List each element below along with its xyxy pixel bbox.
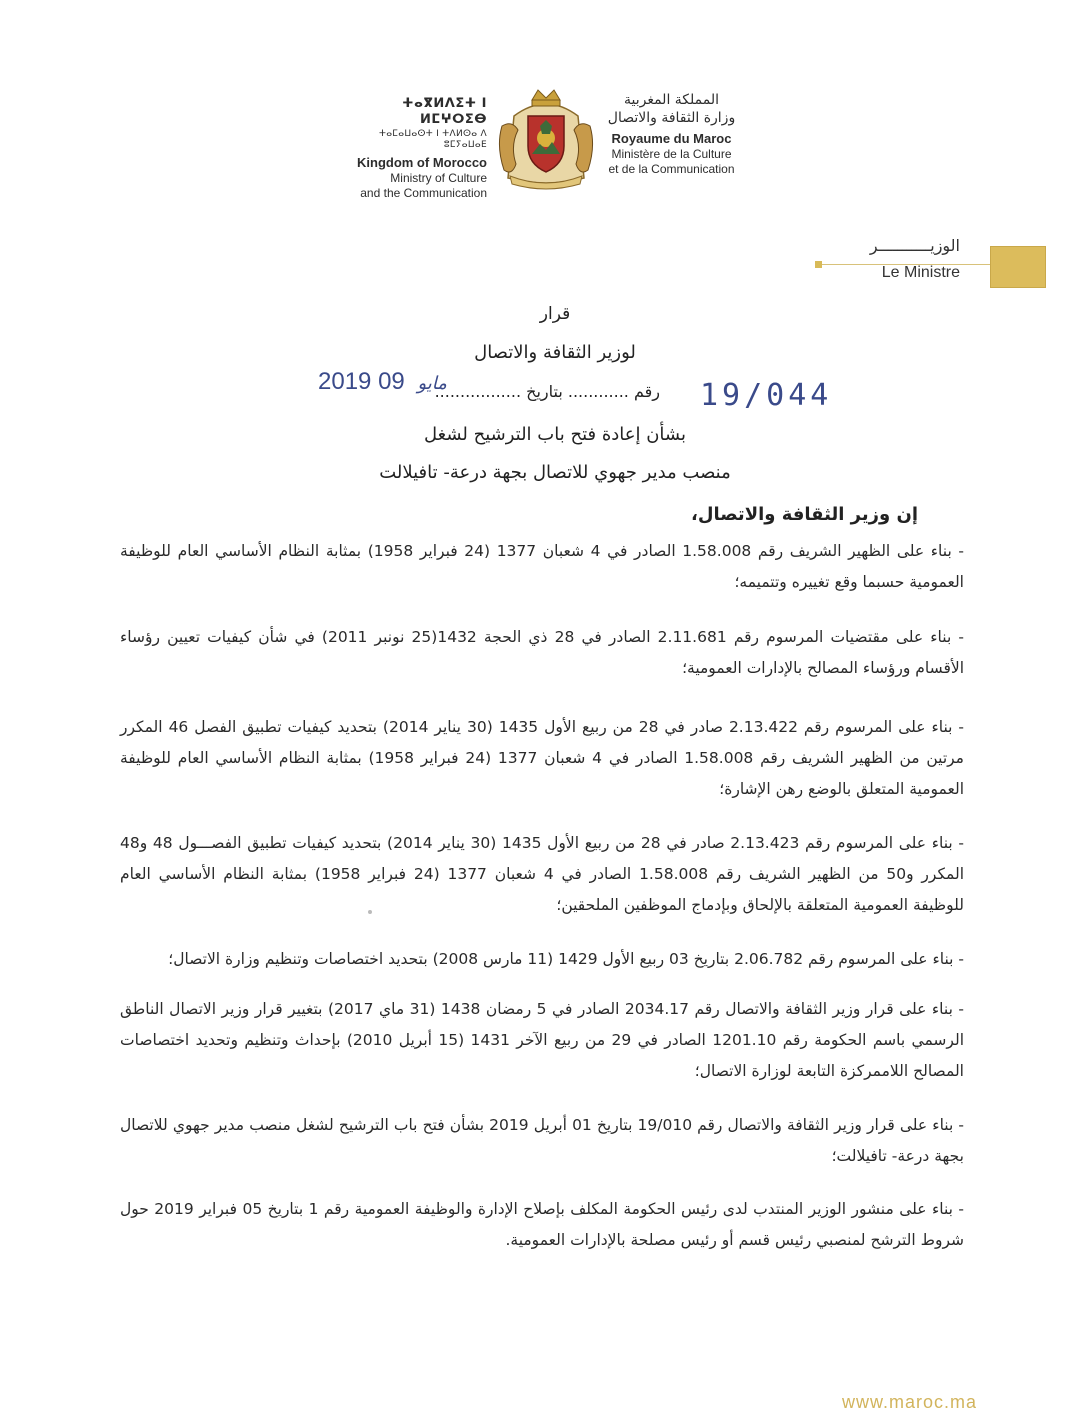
recital-paragraph: - بناء على المرسوم رقم 2.13.422 صادر في 28 من ربيع الأول 1435 (30 يناير 2014) بتحديد كيفيات تطبيق الفصل 46 المكرر مرتين من الظهير الشريف رقم 1.58.008 الصادر في 4 شعبان 1377 (24 فبراير 1958) بمثابة النظام الأساسي العام للوظيفة العمومية المتعلق بالوضع رهن الإشارة؛ (120, 718, 965, 798)
recital-paragraph: - بناء على المرسوم رقم 2.06.782 بتاريخ 03 ربيع الأول 1429 (11 مارس 2008) بتحديد اختصاصات وتنظيم وزارة الاتصال؛ (168, 950, 964, 968)
minister-title-french: Le Ministre (881, 264, 960, 281)
royal-coat-of-arms-icon (492, 86, 600, 190)
decision-title: قرار (539, 304, 571, 324)
opening-statement: إن وزير الثقافة والاتصال، (690, 504, 918, 525)
letterhead-english-line2: Ministry of Culture (390, 171, 487, 186)
recital-paragraph: - بناء على الظهير الشريف رقم 1.58.008 الصادر في 4 شعبان 1377 (24 فبراير 1958) بمثابة النظام الأساسي العام للوظيفة العمومية حسبما وقع تغييره وتتميمه؛ (120, 542, 964, 591)
footer-url: www.maroc.ma (842, 1392, 978, 1412)
letterhead-english-line1: Kingdom of Morocco (357, 155, 487, 170)
letterhead-english-line3: and the Communication (360, 186, 487, 201)
subject-line-1: بشأن إعادة فتح باب الترشيح لشغل (424, 424, 686, 445)
stamp-date-year: 2019 (318, 368, 372, 395)
letterhead-right (604, 92, 739, 177)
decision-issuer: لوزير الثقافة والاتصال (474, 342, 636, 363)
recital-paragraph: - بناء على المرسوم رقم 2.13.423 صادر في 28 من ربيع الأول 1435 (30 يناير 2014) بتحديد كيفيات تطبيق الفصـــول 48 و48 المكرر و50 من الظهير الشريف رقم 1.58.008 الصادر في 4 شعبان 1377 (24 فبراير 1958) بمثابة النظام الأساسي العام للوظيفة العمومية المتعلقة بالإلحاق وبإدماج الموظفين الملحقين؛ (120, 834, 964, 914)
minister-title-arabic: الوزيـــــــــــر (869, 236, 960, 255)
reference-label: رقم ............ بتاريخ ................. (434, 382, 660, 401)
recital-paragraph: - بناء على قرار وزير الثقافة والاتصال رقم 2034.17 الصادر في 5 رمضان 1438 (31 ماي 2017) بتغيير قرار وزير الاتصال الناطق الرسمي باسم الحكومة رقم 1201.10 الصادر في 29 من ربيع الآخر 1431 (15 أبريل 2010) بإحداث وتنظيم وتحديد اختصاصات المصالح اللاممركزة التابعة لوزارة الاتصال؛ (120, 1000, 964, 1080)
recital-paragraph: - بناء على منشور الوزير المنتدب لدى رئيس الحكومة المكلف بإصلاح الإدارة والوظيفة العمومية رقم 1 بتاريخ 05 فبراير 2019 حول شروط الترشح لمنصبي رئيس قسم أو رئيس مصلحة بالإدارات العمومية. (120, 1200, 964, 1249)
letterhead-left (352, 96, 487, 201)
letterhead-tifinagh-line1: ⵜⴰⴳⵍⴷⵉⵜ ⵏ ⵍⵎⵖⵔⵉⴱ (402, 96, 487, 128)
gold-accent-block (990, 246, 1046, 288)
scan-speck (368, 910, 372, 914)
gold-bullet (815, 261, 822, 268)
letterhead-arabic-line1: المملكة المغربية (623, 92, 720, 108)
letterhead-arabic-line2: وزارة الثقافة والاتصال (607, 109, 736, 126)
recital-paragraph: - بناء على قرار وزير الثقافة والاتصال رقم 19/010 بتاريخ 01 أبريل 2019 بشأن فتح باب الترشيح لشغل منصب مدير جهوي للاتصال بجهة درعة- تافيلالت؛ (120, 1116, 964, 1165)
subject-line-2: منصب مدير جهوي للاتصال بجهة درعة- تافيلالت (379, 462, 731, 483)
stamp-reference-number: 19/044 (700, 378, 833, 413)
letterhead-tifinagh-line2: ⵜⴰⵎⴰⵡⴰⵙⵜ ⵏ ⵜⴷⵍⵙⴰ ⴷ ⵓⵎⵢⴰⵡⴰⴹ (378, 128, 487, 150)
stamp-date-month: مايو (417, 373, 447, 393)
stamp-date (318, 368, 453, 396)
stamp-date-day: 09 (378, 368, 405, 395)
letterhead-french-line3: et de la Communication (608, 162, 735, 177)
recital-paragraph: - بناء على مقتضيات المرسوم رقم 2.11.681 الصادر في 28 ذي الحجة 1432(25 نونبر 2011) في شأن كيفيات تعيين رؤساء الأقسام ورؤساء المصالح بالإدارات العمومية؛ (120, 628, 964, 677)
letterhead-french-line2: Ministère de la Culture (611, 147, 732, 162)
letterhead-french-line1: Royaume du Maroc (611, 131, 732, 146)
